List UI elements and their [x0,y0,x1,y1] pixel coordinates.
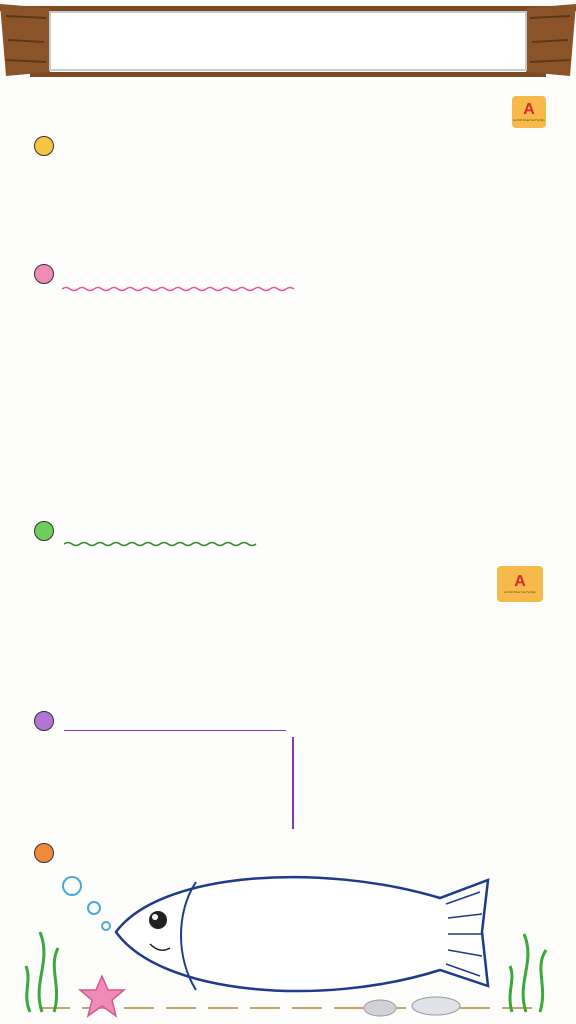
page-title [56,16,520,64]
fish-illustration [0,862,576,1024]
section-2-underline [62,286,294,292]
section-3-underline [64,541,260,547]
brand-logo: A Archit Sharma Family [512,96,546,128]
section-5-badge [34,843,54,863]
section-4-underline [64,730,286,731]
between-divider [292,737,294,829]
section-2-badge [34,264,54,284]
section-3-badge [34,521,54,541]
section-4-badge [34,711,54,731]
brand-logo-2: A Archit Sharma Family [497,566,543,602]
section-1-badge [34,136,54,156]
